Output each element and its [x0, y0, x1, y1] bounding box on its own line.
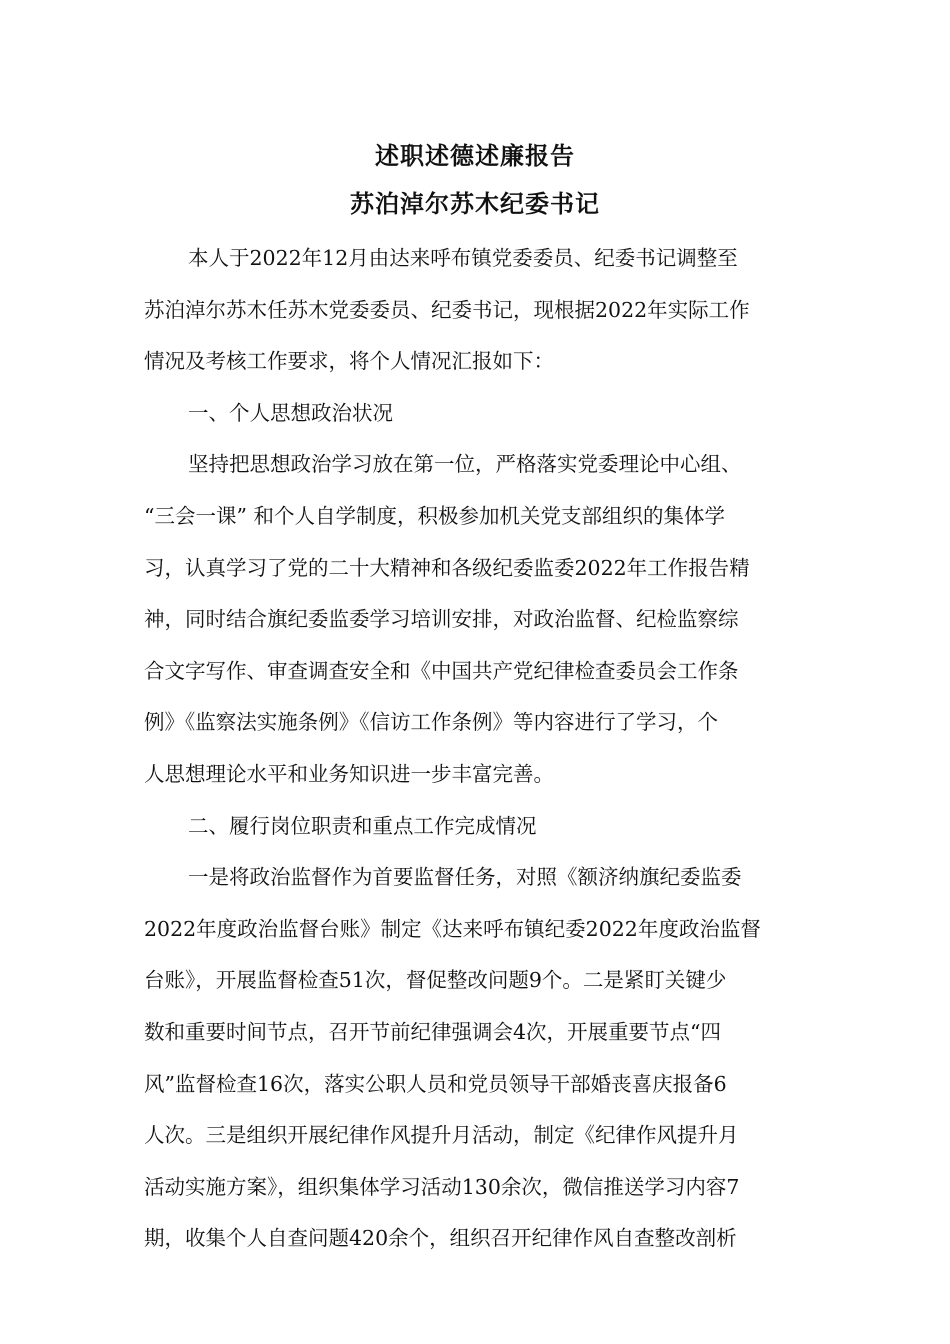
paragraph-line: 例》《监察法实施条例》《信访工作条例》等内容进行了学习，个	[144, 710, 718, 735]
paragraph-line: 苏泊淖尔苏木任苏木党委委员、纪委书记，现根据2022年实际工作	[144, 297, 750, 322]
document-title: 述职述德述廉报告	[375, 141, 575, 170]
paragraph-line: 台账》，开展监督检查51次，督促整改问题9个。二是紧盯关键少	[144, 968, 727, 993]
paragraph-line: 风”监督检查16次，落实公职人员和党员领导干部婚丧喜庆报备6	[144, 1071, 727, 1096]
paragraph-line: 一是将政治监督作为首要监督任务，对照《额济纳旗纪委监委	[188, 865, 742, 890]
section-heading: 一、个人思想政治状况	[188, 400, 393, 425]
paragraph-line: 数和重要时间节点，召开节前纪律强调会4次，开展重要节点“四	[144, 1019, 722, 1044]
paragraph-line: 本人于2022年12月由达来呼布镇党委委员、纪委书记调整至	[188, 246, 738, 270]
paragraph-line: 人次。三是组织开展纪律作风提升月活动，制定《纪律作风提升月	[144, 1123, 739, 1148]
document-body	[144, 233, 804, 1265]
paragraph-line: “三会一课” 和个人自学制度，积极参加机关党支部组织的集体学	[144, 503, 725, 528]
paragraph-line: 情况及考核工作要求，将个人情况汇报如下：	[144, 349, 554, 374]
document-subtitle: 苏泊淖尔苏木纪委书记	[350, 189, 600, 218]
paragraph-line: 活动实施方案》，组织集体学习活动130余次，微信推送学习内容7	[144, 1174, 740, 1199]
paragraph-line: 合文字写作、审查调查安全和《中国共产党纪律检查委员会工作条	[144, 658, 739, 683]
paragraph-line: 神，同时结合旗纪委监委学习培训安排，对政治监督、纪检监察综	[144, 607, 739, 632]
section-heading: 二、履行岗位职责和重点工作完成情况	[188, 813, 537, 838]
paragraph-line: 人思想理论水平和业务知识进一步丰富完善。	[144, 761, 554, 786]
paragraph-line: 2022年度政治监督台账》制定《达来呼布镇纪委2022年度政治监督	[144, 916, 761, 941]
paragraph-line: 习，认真学习了党的二十大精神和各级纪委监委2022年工作报告精	[144, 555, 750, 580]
paragraph-line: 坚持把思想政治学习放在第一位，严格落实党委理论中心组、	[188, 452, 742, 477]
paragraph-line: 期，收集个人自查问题420余个，组织召开纪律作风自查整改剖析	[144, 1226, 737, 1251]
